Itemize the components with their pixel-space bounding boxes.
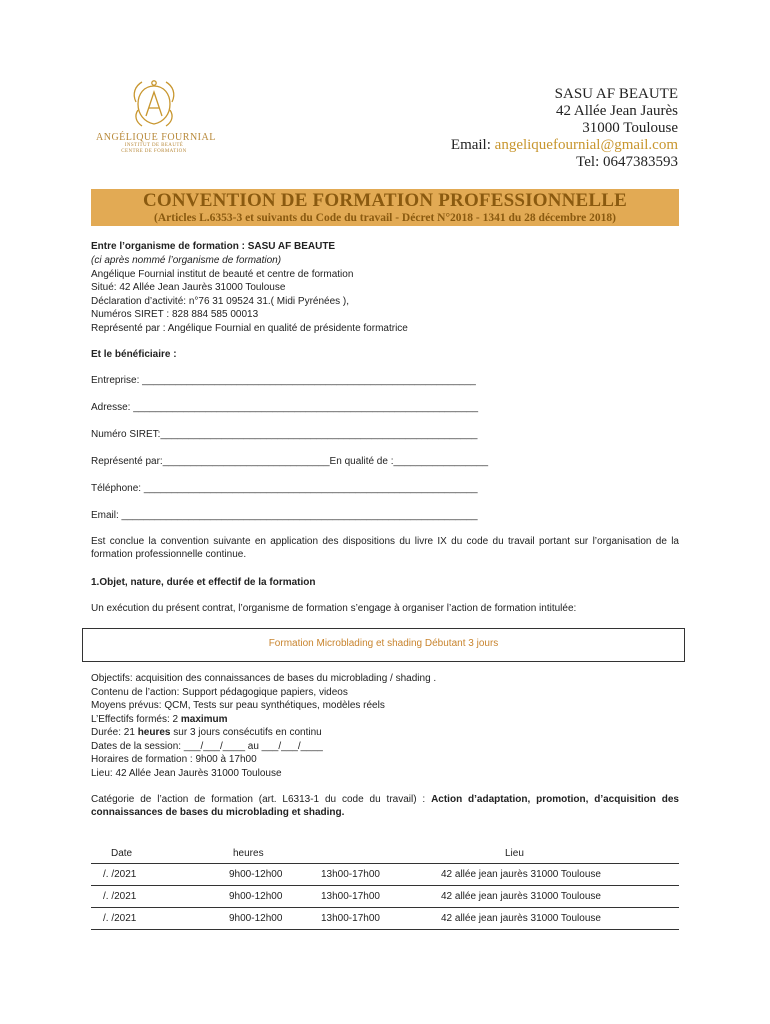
- organisme-heading: Entre l’organisme de formation : SASU AF BEAUTE: [91, 241, 336, 252]
- cell-afternoon: 13h00-17h00: [297, 886, 417, 908]
- company-address-line1: 42 Allée Jean Jaurès: [555, 103, 678, 119]
- detail-horaires: Horaires de formation : 9h00 à 17h00: [91, 754, 257, 765]
- organisme-note: (ci après nommé l’organisme de formation): [91, 255, 282, 266]
- table-row: [91, 864, 679, 886]
- document-title: CONVENTION DE FORMATION PROFESSIONNELLE: [142, 190, 628, 211]
- duree-text: Durée: 21: [91, 727, 138, 738]
- cell-date: /. /2021: [91, 864, 203, 886]
- cell-morning: 9h00-12h00: [203, 908, 297, 930]
- section1-lead: Un exécution du présent contrat, l’organisme de formation s’engage à organiser l’action de formation intitulée:: [91, 603, 577, 614]
- table-row: [91, 908, 679, 930]
- company-info: [451, 86, 678, 171]
- duree-text-post: sur 3 jours consécutifs en continu: [170, 727, 322, 738]
- email-label: Email:: [450, 137, 495, 153]
- field-adresse[interactable]: Adresse: ______________________________________________________________: [91, 402, 479, 413]
- section1-heading: 1.Objet, nature, durée et effectif de la formation: [91, 577, 316, 588]
- detail-effectifs: [91, 713, 228, 726]
- duree-bold: heures: [137, 727, 171, 738]
- header-heures: heures: [203, 843, 297, 864]
- company-name: SASU AF BEAUTE: [554, 86, 678, 102]
- intro-paragraph: Est conclue la convention suivante en application des dispositions du livre IX du code du travail portant sur l’organisation de la formation professionnelle continue.: [91, 536, 679, 561]
- document-subtitle: (Articles L.6353-3 et suivants du Code du travail - Décret N°2018 - 1341 du 28 décembre 2018): [154, 212, 616, 224]
- organisme-line: Numéros SIRET : 828 884 585 00013: [91, 309, 259, 320]
- logo-subtitle-1: INSTITUT DE BEAUTÉ: [124, 143, 184, 148]
- cell-date: /. /2021: [91, 886, 203, 908]
- field-entreprise[interactable]: Entreprise: ____________________________________________________________: [91, 375, 476, 386]
- categorie-bold: Action d’adaptation, promotion, d’acquisition des connaissances de bases du microblading et shading.: [91, 794, 679, 819]
- effectifs-bold: maximum: [180, 713, 228, 725]
- cell-afternoon: 13h00-17h00: [297, 908, 417, 930]
- categorie-paragraph: [91, 793, 679, 820]
- effectifs-text: L’Effectifs formés: 2: [91, 713, 181, 725]
- detail-objectifs: Objectifs: acquisition des connaissances de bases du microblading / shading .: [91, 673, 437, 684]
- detail-dates[interactable]: Dates de la session: ___/___/____ au ___/___/____: [91, 740, 323, 752]
- field-represente[interactable]: Représenté par:______________________________En qualité de :_________________: [91, 456, 489, 467]
- logo-emblem-icon: [126, 78, 182, 130]
- company-phone: Tel: 0647383593: [576, 154, 678, 170]
- cell-morning: 9h00-12h00: [203, 864, 297, 886]
- company-address-line2: 31000 Toulouse: [582, 120, 678, 136]
- company-email-row: [451, 137, 678, 154]
- detail-lieu: Lieu: 42 Allée Jean Jaurès 31000 Toulouse: [91, 767, 282, 779]
- header-date: Date: [91, 843, 203, 864]
- organisme-line: Situé: 42 Allée Jean Jaurès 31000 Toulouse: [91, 282, 286, 293]
- detail-moyens: Moyens prévus: QCM, Tests sur peau synthétiques, modèles réels: [91, 700, 385, 711]
- detail-duree: [91, 726, 322, 739]
- cell-lieu: 42 allée jean jaurès 31000 Toulouse: [417, 864, 679, 886]
- organisme-line: Angélique Fournial institut de beauté et centre de formation: [91, 268, 354, 280]
- logo-subtitle-2: CENTRE DE FORMATION: [121, 149, 187, 154]
- header-empty: [297, 843, 417, 864]
- field-email[interactable]: Email: ________________________________________________________________: [91, 510, 478, 521]
- table-header-row: [91, 843, 679, 864]
- header-lieu: Lieu: [417, 843, 679, 864]
- email-link[interactable]: angeliquefournial@gmail.com: [494, 137, 678, 153]
- cell-lieu: 42 allée jean jaurès 31000 Toulouse: [417, 886, 679, 908]
- logo-name: ANGÉLIQUE FOURNIAL: [96, 132, 216, 143]
- organisme-line: Déclaration d’activité: n°76 31 09524 31.( Midi Pyrénées ),: [91, 295, 350, 307]
- cell-date: /. /2021: [91, 908, 203, 930]
- detail-contenu: Contenu de l’action: Support pédagogique papiers, videos: [91, 686, 348, 698]
- categorie-text: Catégorie de l’action de formation (art. L6313-1 du code du travail) :: [91, 794, 432, 805]
- cell-lieu: 42 allée jean jaurès 31000 Toulouse: [417, 908, 679, 930]
- table-row: [91, 886, 679, 908]
- formation-title: Formation Microblading et shading Débutant 3 jours: [268, 638, 499, 649]
- field-siret[interactable]: Numéro SIRET:_________________________________________________________: [91, 429, 478, 440]
- schedule-table: [91, 843, 679, 930]
- formation-title-box: [82, 628, 685, 662]
- title-band: [91, 189, 679, 226]
- cell-morning: 9h00-12h00: [203, 886, 297, 908]
- field-telephone[interactable]: Téléphone: ____________________________________________________________: [91, 483, 478, 494]
- company-logo: [96, 78, 216, 168]
- beneficiaire-heading: Et le bénéficiaire :: [91, 349, 177, 360]
- organisme-line: Représenté par : Angélique Fournial en qualité de présidente formatrice: [91, 322, 408, 334]
- cell-afternoon: 13h00-17h00: [297, 864, 417, 886]
